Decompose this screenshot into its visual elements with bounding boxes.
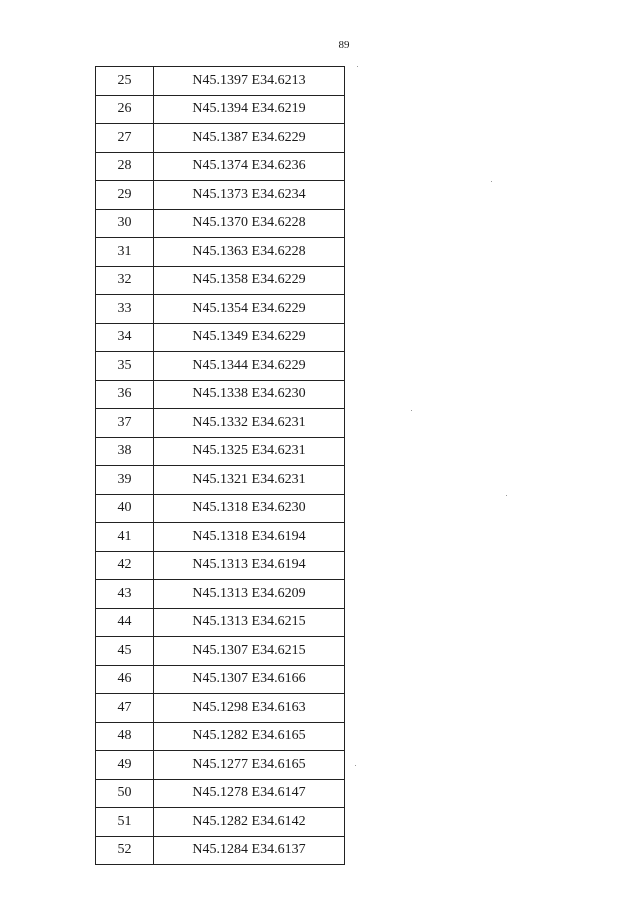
point-number: 48 xyxy=(96,722,154,751)
point-number: 31 xyxy=(96,238,154,267)
point-number: 28 xyxy=(96,152,154,181)
point-number: 39 xyxy=(96,466,154,495)
point-number: 38 xyxy=(96,437,154,466)
table-row xyxy=(96,352,345,381)
table-row xyxy=(96,665,345,694)
point-coordinates: N45.1321 E34.6231 xyxy=(154,466,345,495)
point-number: 40 xyxy=(96,494,154,523)
point-coordinates: N45.1394 E34.6219 xyxy=(154,95,345,124)
point-coordinates: N45.1358 E34.6229 xyxy=(154,266,345,295)
table-row xyxy=(96,466,345,495)
point-number: 44 xyxy=(96,608,154,637)
table-row xyxy=(96,67,345,96)
point-coordinates: N45.1373 E34.6234 xyxy=(154,181,345,210)
point-number: 52 xyxy=(96,836,154,865)
scan-speck xyxy=(491,181,492,182)
table-row xyxy=(96,722,345,751)
point-coordinates: N45.1313 E34.6209 xyxy=(154,580,345,609)
point-coordinates: N45.1307 E34.6215 xyxy=(154,637,345,666)
table-row xyxy=(96,608,345,637)
table-row xyxy=(96,209,345,238)
point-coordinates: N45.1344 E34.6229 xyxy=(154,352,345,381)
point-number: 37 xyxy=(96,409,154,438)
point-number: 47 xyxy=(96,694,154,723)
table-row xyxy=(96,323,345,352)
table-row xyxy=(96,295,345,324)
coordinates-table-body xyxy=(96,67,345,865)
point-number: 32 xyxy=(96,266,154,295)
point-coordinates: N45.1370 E34.6228 xyxy=(154,209,345,238)
point-coordinates: N45.1387 E34.6229 xyxy=(154,124,345,153)
point-number: 25 xyxy=(96,67,154,96)
point-number: 49 xyxy=(96,751,154,780)
point-coordinates: N45.1318 E34.6230 xyxy=(154,494,345,523)
point-number: 50 xyxy=(96,779,154,808)
table-row xyxy=(96,95,345,124)
table-row xyxy=(96,266,345,295)
point-number: 26 xyxy=(96,95,154,124)
point-number: 33 xyxy=(96,295,154,324)
point-number: 27 xyxy=(96,124,154,153)
point-coordinates: N45.1374 E34.6236 xyxy=(154,152,345,181)
table-row xyxy=(96,580,345,609)
table-row xyxy=(96,437,345,466)
point-coordinates: N45.1282 E34.6165 xyxy=(154,722,345,751)
table-row xyxy=(96,494,345,523)
point-coordinates: N45.1313 E34.6215 xyxy=(154,608,345,637)
scan-speck xyxy=(357,66,358,67)
point-coordinates: N45.1313 E34.6194 xyxy=(154,551,345,580)
table-row xyxy=(96,779,345,808)
point-number: 45 xyxy=(96,637,154,666)
table-row xyxy=(96,152,345,181)
point-number: 51 xyxy=(96,808,154,837)
scan-speck xyxy=(506,495,507,496)
point-coordinates: N45.1332 E34.6231 xyxy=(154,409,345,438)
table-row xyxy=(96,181,345,210)
point-number: 34 xyxy=(96,323,154,352)
point-coordinates: N45.1278 E34.6147 xyxy=(154,779,345,808)
table-row xyxy=(96,551,345,580)
point-number: 35 xyxy=(96,352,154,381)
table-row xyxy=(96,380,345,409)
point-coordinates: N45.1349 E34.6229 xyxy=(154,323,345,352)
point-number: 42 xyxy=(96,551,154,580)
point-coordinates: N45.1354 E34.6229 xyxy=(154,295,345,324)
table-row xyxy=(96,808,345,837)
point-coordinates: N45.1284 E34.6137 xyxy=(154,836,345,865)
point-number: 36 xyxy=(96,380,154,409)
table-row xyxy=(96,751,345,780)
table-row xyxy=(96,694,345,723)
point-coordinates: N45.1363 E34.6228 xyxy=(154,238,345,267)
scan-speck xyxy=(411,410,412,411)
table-row xyxy=(96,238,345,267)
point-coordinates: N45.1307 E34.6166 xyxy=(154,665,345,694)
coordinates-table xyxy=(95,66,345,865)
table-row xyxy=(96,124,345,153)
point-coordinates: N45.1277 E34.6165 xyxy=(154,751,345,780)
table-row xyxy=(96,836,345,865)
point-number: 30 xyxy=(96,209,154,238)
point-coordinates: N45.1298 E34.6163 xyxy=(154,694,345,723)
point-number: 46 xyxy=(96,665,154,694)
point-coordinates: N45.1338 E34.6230 xyxy=(154,380,345,409)
scan-speck xyxy=(355,765,356,766)
point-coordinates: N45.1397 E34.6213 xyxy=(154,67,345,96)
point-coordinates: N45.1325 E34.6231 xyxy=(154,437,345,466)
point-coordinates: N45.1282 E34.6142 xyxy=(154,808,345,837)
point-number: 29 xyxy=(96,181,154,210)
point-number: 41 xyxy=(96,523,154,552)
table-row xyxy=(96,409,345,438)
point-coordinates: N45.1318 E34.6194 xyxy=(154,523,345,552)
table-row xyxy=(96,523,345,552)
table-row xyxy=(96,637,345,666)
page-number: 89 xyxy=(338,39,350,51)
point-number: 43 xyxy=(96,580,154,609)
